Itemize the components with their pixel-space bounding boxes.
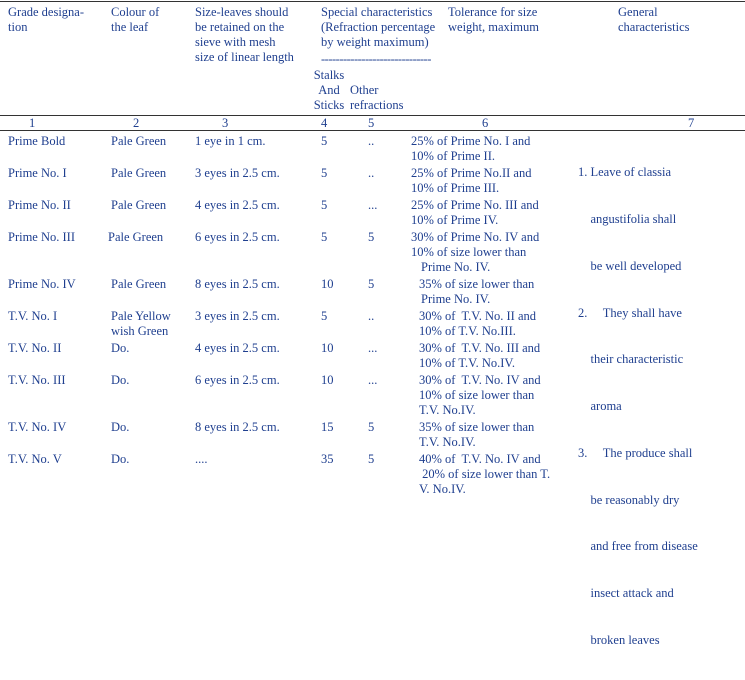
- row-colour: Do.: [111, 373, 130, 387]
- row-other: ..: [368, 134, 375, 148]
- row-stalks: 15: [321, 420, 334, 434]
- row-other: 5: [368, 452, 375, 466]
- row-colour: Pale Green: [108, 230, 164, 244]
- header-other: Other refractions: [350, 83, 404, 112]
- row-grade: Prime No. I: [8, 166, 67, 180]
- row-colour: Pale Green: [111, 166, 167, 180]
- row-stalks: 10: [321, 277, 334, 291]
- row-size: 8 eyes in 2.5 cm.: [195, 277, 280, 291]
- row-grade: Prime No. II: [8, 198, 71, 212]
- row-grade: T.V. No. IV: [8, 420, 67, 434]
- row-tolerance: 35% of size lower than Prime No. IV.: [419, 277, 535, 306]
- col-number-1: 1: [29, 116, 36, 130]
- row-tolerance: 30% of T.V. No. II and 10% of T.V. No.III.: [419, 309, 536, 338]
- row-size: 4 eyes in 2.5 cm.: [195, 341, 280, 355]
- row-grade: T.V. No. I: [8, 309, 58, 323]
- row-other: 5: [368, 230, 375, 244]
- row-stalks: 10: [321, 341, 334, 355]
- row-size: 8 eyes in 2.5 cm.: [195, 420, 280, 434]
- col-number-2: 2: [133, 116, 140, 130]
- row-size: 6 eyes in 2.5 cm.: [195, 373, 280, 387]
- row-grade: T.V. No. III: [8, 373, 66, 387]
- col-number-5: 5: [368, 116, 375, 130]
- row-tolerance: 25% of Prime No. I and 10% of Prime II.: [411, 134, 531, 163]
- col-number-4: 4: [321, 116, 328, 130]
- row-other: ..: [368, 309, 375, 323]
- header-grade: Grade designa- tion: [8, 5, 85, 34]
- col-number-6: 6: [482, 116, 489, 130]
- header-special: Special characteristics (Refraction percentage by weight maximum): [321, 5, 436, 49]
- general-characteristics: 1. Leave of classia angustifolia shall be well developed 2. They shall have their characteristic aroma 3. The produce shall be reasonably dry and free from disease insect attack and broken leaves: [578, 165, 698, 647]
- row-stalks: 35: [321, 452, 334, 466]
- row-stalks: 5: [321, 166, 328, 180]
- header-general: General characteristics: [618, 5, 690, 34]
- header-size: Size-leaves should be retained on the sieve with mesh size of linear length: [195, 5, 294, 64]
- row-grade: Prime Bold: [8, 134, 66, 148]
- row-tolerance: 25% of Prime No.II and 10% of Prime III.: [411, 166, 532, 195]
- row-other: ...: [368, 341, 378, 355]
- row-colour: Do.: [111, 452, 130, 466]
- row-size: 6 eyes in 2.5 cm.: [195, 230, 280, 244]
- row-size: 4 eyes in 2.5 cm.: [195, 198, 280, 212]
- numbers-bottom-rule: [0, 130, 745, 131]
- row-tolerance: 25% of Prime No. III and 10% of Prime IV.: [411, 198, 539, 227]
- row-tolerance: 40% of T.V. No. IV and 20% of size lower than T. V. No.IV.: [419, 452, 551, 496]
- row-colour: Pale Yellow wish Green: [111, 309, 171, 338]
- row-colour: Pale Green: [111, 134, 167, 148]
- row-colour: Do.: [111, 341, 130, 355]
- row-stalks: 5: [321, 230, 328, 244]
- row-size: 1 eye in 1 cm.: [195, 134, 266, 148]
- row-tolerance: 30% of Prime No. IV and 10% of size lower than Prime No. IV.: [411, 230, 540, 274]
- row-grade: Prime No. IV: [8, 277, 76, 291]
- row-other: 5: [368, 277, 375, 291]
- row-other: 5: [368, 420, 375, 434]
- row-tolerance: 30% of T.V. No. III and 10% of T.V. No.IV.: [419, 341, 541, 370]
- row-size: 3 eyes in 2.5 cm.: [195, 166, 280, 180]
- row-other: ...: [368, 198, 378, 212]
- row-grade: Prime No. III: [8, 230, 75, 244]
- row-stalks: 5: [321, 134, 328, 148]
- row-stalks: 10: [321, 373, 334, 387]
- header-colour: Colour of the leaf: [111, 5, 160, 34]
- row-stalks: 5: [321, 309, 328, 323]
- row-tolerance: 30% of T.V. No. IV and 10% of size lower than T.V. No.IV.: [419, 373, 541, 417]
- header-tolerance: Tolerance for size weight, maximum: [448, 5, 539, 34]
- row-size: 3 eyes in 2.5 cm.: [195, 309, 280, 323]
- row-size: ....: [195, 452, 208, 466]
- row-colour: Pale Green: [111, 277, 167, 291]
- row-grade: T.V. No. V: [8, 452, 62, 466]
- row-other: ...: [368, 373, 378, 387]
- row-grade: T.V. No. II: [8, 341, 62, 355]
- row-tolerance: 35% of size lower than T.V. No.IV.: [419, 420, 535, 449]
- table-top-rule: [0, 1, 745, 2]
- header-special-rule: ------------------------------: [321, 52, 431, 66]
- row-other: ..: [368, 166, 375, 180]
- header-stalks: Stalks And Sticks: [313, 68, 345, 112]
- col-number-7: 7: [688, 116, 695, 130]
- row-colour: Do.: [111, 420, 130, 434]
- row-colour: Pale Green: [111, 198, 167, 212]
- col-number-3: 3: [222, 116, 229, 130]
- row-stalks: 5: [321, 198, 328, 212]
